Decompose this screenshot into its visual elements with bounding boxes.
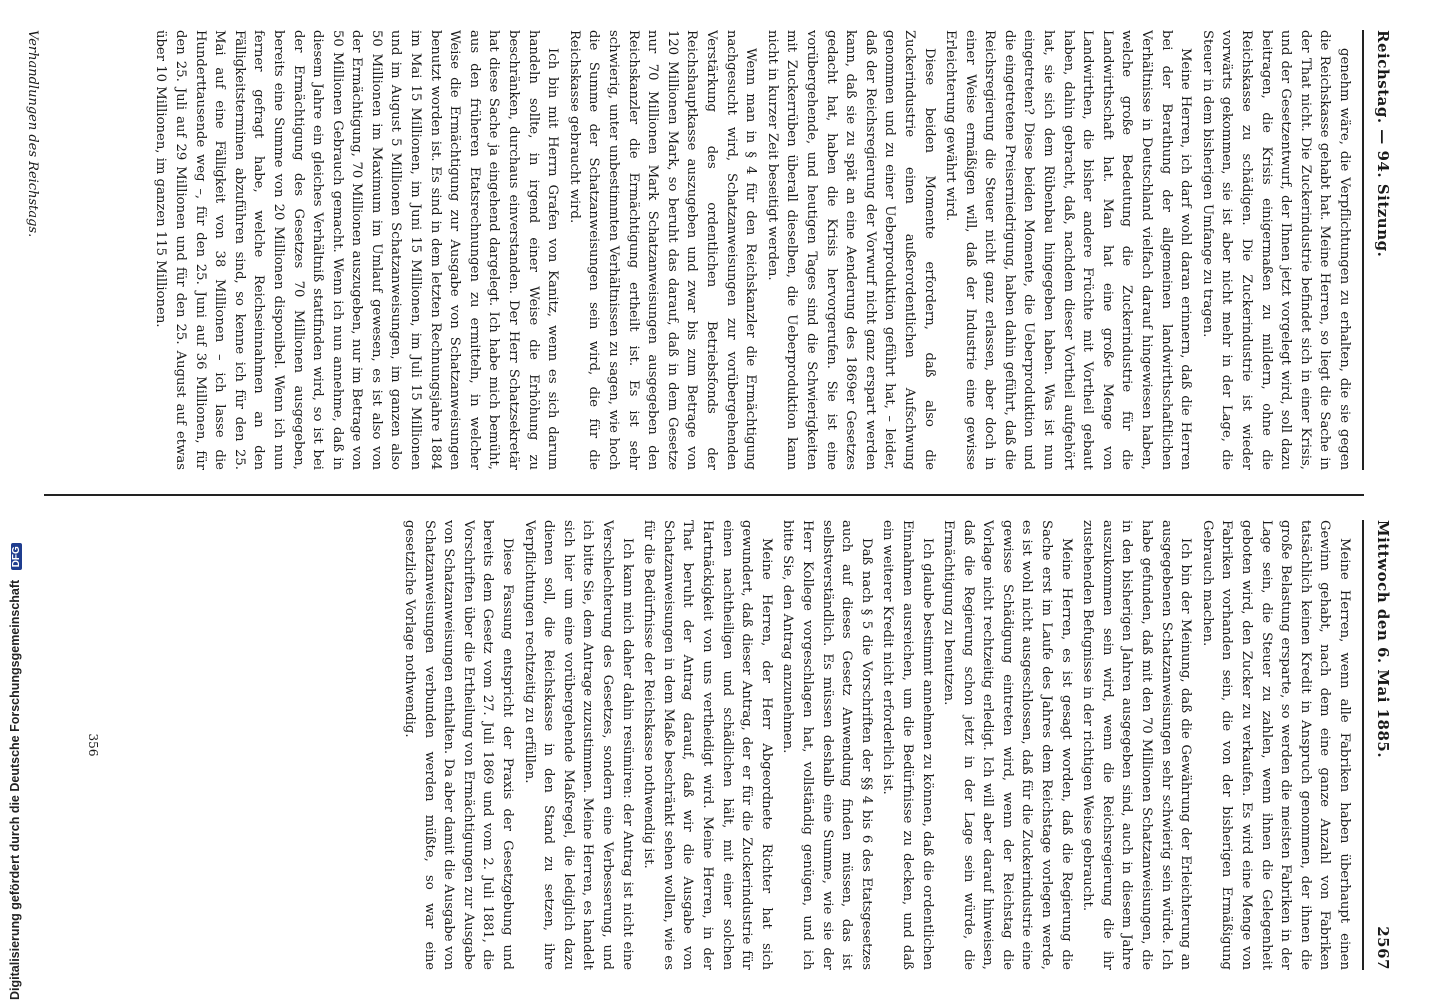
paragraph: Ich bin der Meinung, daß die Gewährung der Erleichterung an ausgegebenen Schatzanweisungen sehr schwierig sein würde. Ich habe gefunden, daß mit den 70 Millionen Schatzanweisungen, die in den bisherigen Jahren ausgegeben sind, auch in diesem Jahre auszukommen sein wird, wenn die Reichsregierung die ihr zustehenden Befugnisse in der richtigen Weise gebraucht. — [1080, 520, 1194, 970]
rotated-newspaper-page — [10, 0, 1410, 1000]
paragraph: Meine Herren, ich darf wohl daran erinnern, daß die Herren bei der Berathung der allgemeinen landwirthschaftlichen Verhältnisse in Deutschland vielfach darauf hingewiesen haben, welche große Bedeutung die Zuckerindustrie für die Landwirthschaft hat. Man hat eine große Menge von Landwirthen, die bisher andere Früchte mit Vortheil gebaut haben, dahin gebracht, daß, nachdem dieser Vortheil aufgehört hat, sie sich dem Rübenbau hingegeben haben. Was ist nun eingetreten? Diese beiden Momente, die Ueberproduktion und die eingetretene Preiserniedrigung, haben dahin geführt, daß die Reichsregierung die Steuer nicht ganz erlassen, aber doch in einer Weise ermäßigen will, daß der Industrie eine gewisse Erleichterung gewährt wird. — [943, 30, 1194, 470]
right-header — [1368, 520, 1392, 970]
funding-text: Digitalisierung gefördert durch die Deutsche Forschungsgemeinschaft — [8, 579, 22, 1000]
left-header — [1368, 30, 1392, 470]
paragraph: Meine Herren, es ist gesagt worden, daß die Regierung die Sache erst im Laufe des Jahres dem Reichstage vorlegen werde, es ist wohl nicht ausgeschlossen, daß für die Zuckerindustrie eine gewisse Schädigung eintreten wird, wenn der Reichstag die Vorlage nicht rechtzeitig erledigt. Ich will aber darauf hinweisen, daß die Regierung schon jetzt in der Lage sein würde, die Ermächtigung zu benutzen. — [941, 520, 1074, 970]
paragraph: Diese Fassung entspricht der Praxis der Gesetzgebung und bereits dem Gesetz vom 27. Juli 1869 und vom 2. Juli 1881, die Vorschriften über die Ertheilung von Ermächtigungen zur Ausgabe von Schatzanweisungen enthalten. Da aber damit die Ausgabe von Schatzanweisungen verbunden werden müßte, so war eine gesetzliche Vorlage nothwendig. — [402, 520, 516, 970]
paragraph: Wenn man in § 4 für den Reichskanzler die Ermächtigung nachgesucht wird, Schatzanweisungen zur vorübergehenden Verstärkung des ordentlichen Betriebsfonds der Reichshauptkasse auszugeben und zwar bis zum Betrage von 120 Millionen Mark, so beruht das darauf, daß in dem Gesetze nur 70 Millionen Mark Schatzanweisungen ausgegeben den Reichskanzler die Ermächtigung ertheilt ist. Es ist sehr schwierig, unter unbestimmten Verhältnissen zu sagen, wie hoch die Summe der Schatzanweisungen sein wird, die für die Reichskasse gebraucht wird. — [566, 30, 759, 470]
paragraph: Meine Herren, wenn alle Fabriken haben überhaupt einen Gewinn gehabt, nach dem eine ganze Anzahl von Fabriken tatsächlich keinen Kredit in Anspruch genommen, der ihnen die große Belastung ersparte, so werden die meisten Fabriken in der Lage sein, die Steuer zu zahlen, wenn ihnen die Gelegenheit geboten wird, den Zucker zu verkaufen. Es wird eine Menge von Fabriken vorhanden sein, die von der bisherigen Ermäßigung Gebrauch machen. — [1199, 520, 1352, 970]
paragraph: Ich kann mich daher dahin resümiren: der Antrag ist nicht eine Verschlechterung des Gesetzes, sondern eine Verbesserung, und ich bitte Sie, dem Antrage zuzustimmen. Meine Herren, es handelt sich hier um eine vorübergehende Maßregel, die lediglich dazu dienen soll, die Reichskasse in den Stand zu setzen, ihre Verpflichtungen rechtzeitig zu erfüllen. — [521, 520, 635, 970]
paragraph: Diese beiden Momente erfordern, daß also die Zuckerindustrie einen außerordentlichen Aufschwung genommen und zu einer Ueberproduktion geführt hat, – leider, daß der Reichsregierung der Vorwurf nicht ganz erspart werden kann, daß sie zu spät an eine Aenderung des 1869er Gesetzes gedacht hat, haben die Krisis hervorgerufen. Sie ist eine vorübergehende, und heutigen Tages sind die Schwierigkeiten mit Zuckerrüben überall dieselben, die Ueberproduktion kann nicht in kurzer Zeit beseitigt werden. — [764, 30, 937, 470]
paragraph: Ich bin mit Herrn Grafen von Kanitz, wenn es sich darum handeln sollte, in irgend einer Weise die Erhöhung zu beschränken, durchaus einverstanden. Der Herr Schatzsekretär hat diese Sache ja eingehend dargelegt. Ich habe mich bemüht, aus den früheren Etatsrechnungen zu ermitteln, in welcher Weise die Ermächtigung zur Ausgabe von Schatzanweisungen benutzt worden ist. Es sind in dem letzten Rechnungsjahre 1884 im Mai 15 Millionen, im Juni 15 Millionen, im Juli 15 Millionen und im August 5 Millionen Schatzanweisungen, im ganzen also 50 Millionen im Maximum im Umlauf gewesen, es ist also von der Ermächtigung, 70 Millionen auszugeben, nur im Betrage von 50 Millionen Gebrauch gemacht. Wenn ich nun annehme, daß in diesem Jahre ein gleiches Verhältniß stattfinden wird, so ist bei der Ermächtigung des Gesetzes 70 Millionen ausgegeben, bereits eine Summe von 20 Millionen disponibel. Wenn ich nun ferner gefragt habe, welche Reichseinnahmen an den Fälligkeitsterminen abzuführen sind, so kenne ich für den 25. Mai auf eine Fälligkeit von 38 Millionen – ich lasse die Hunderttausende weg –, für den 25. Juni auf 36 Millionen, für den 25. Juli auf 29 Millionen und für den 25. August auf etwas über 10 Millionen, im ganzen 115 Millionen. — [153, 30, 561, 470]
column-divider — [44, 494, 1364, 496]
funding-note — [8, 543, 22, 1000]
page-date-right: Mittwoch den 6. Mai 1885. — [1374, 520, 1392, 759]
page-title-left: Reichstag. — 94. Sitzung. — [1374, 30, 1392, 258]
paragraph: Daß nach § 5 die Vorschriften der §§ 4 bis 6 des Etatsgesetzes auch auf dieses Gesetz Anwendung finden müssen, das ist selbstverständlich. Es müssen deshalb eine Summe, wie sie der Herr Kollege vorgeschlagen hat, vollständig genügen, und ich bitte Sie, den Antrag anzunehmen. — [780, 520, 874, 970]
page-number: 2567 — [1374, 926, 1392, 970]
right-text-column — [104, 520, 1354, 970]
footer-caption: Verhandlungen des Reichstags. — [25, 30, 40, 238]
left-text-column — [24, 30, 1354, 470]
paragraph: genehm wäre, die Verpflichtungen zu erhalten, die sie gegen die Reichskasse gehabt hat. Meine Herren, so liegt die Sache in der That nicht. Die Zuckerindustrie befindet sich in einer Krisis, und der Gesetzentwurf, der Ihnen jetzt vorgelegt wird, soll dazu beitragen, die Krisis einigermaßen zu mildern, ohne die Reichskasse zu schädigen. Die Zuckerindustrie ist wieder vorwärts gekommen, sie ist aber nicht mehr in der Lage, die Steuer in dem bisherigen Umfange zu tragen. — [1199, 30, 1352, 470]
header-rule-right — [1362, 520, 1364, 970]
dfg-logo: DFG — [11, 543, 22, 570]
page-marker: 356 — [86, 733, 100, 757]
paragraph: Meine Herren, der Herr Abgeordnete Richter hat sich gewundert, daß dieser Antrag, der er für die Zuckerindustrie für einen nachtheiligen und schädlichen hält, mit einer solchen Hartnäckigkeit von uns vertheidigt wird. Meine Herren, in der That beruht der Antrag darauf, daß wir die Ausgabe von Schatzanweisungen in dem Maße beschränkt sehen wollen, wie es für die Bedürfnisse der Reichskasse nothwendig ist. — [641, 520, 774, 970]
header-rule-left — [1362, 30, 1364, 470]
paragraph: Ich glaube bestimmt annehmen zu können, daß die ordentlichen Einnahmen ausreichen, um die Bedürfnisse zu decken, und daß ein weiterer Kredit nicht erforderlich ist. — [880, 520, 935, 970]
